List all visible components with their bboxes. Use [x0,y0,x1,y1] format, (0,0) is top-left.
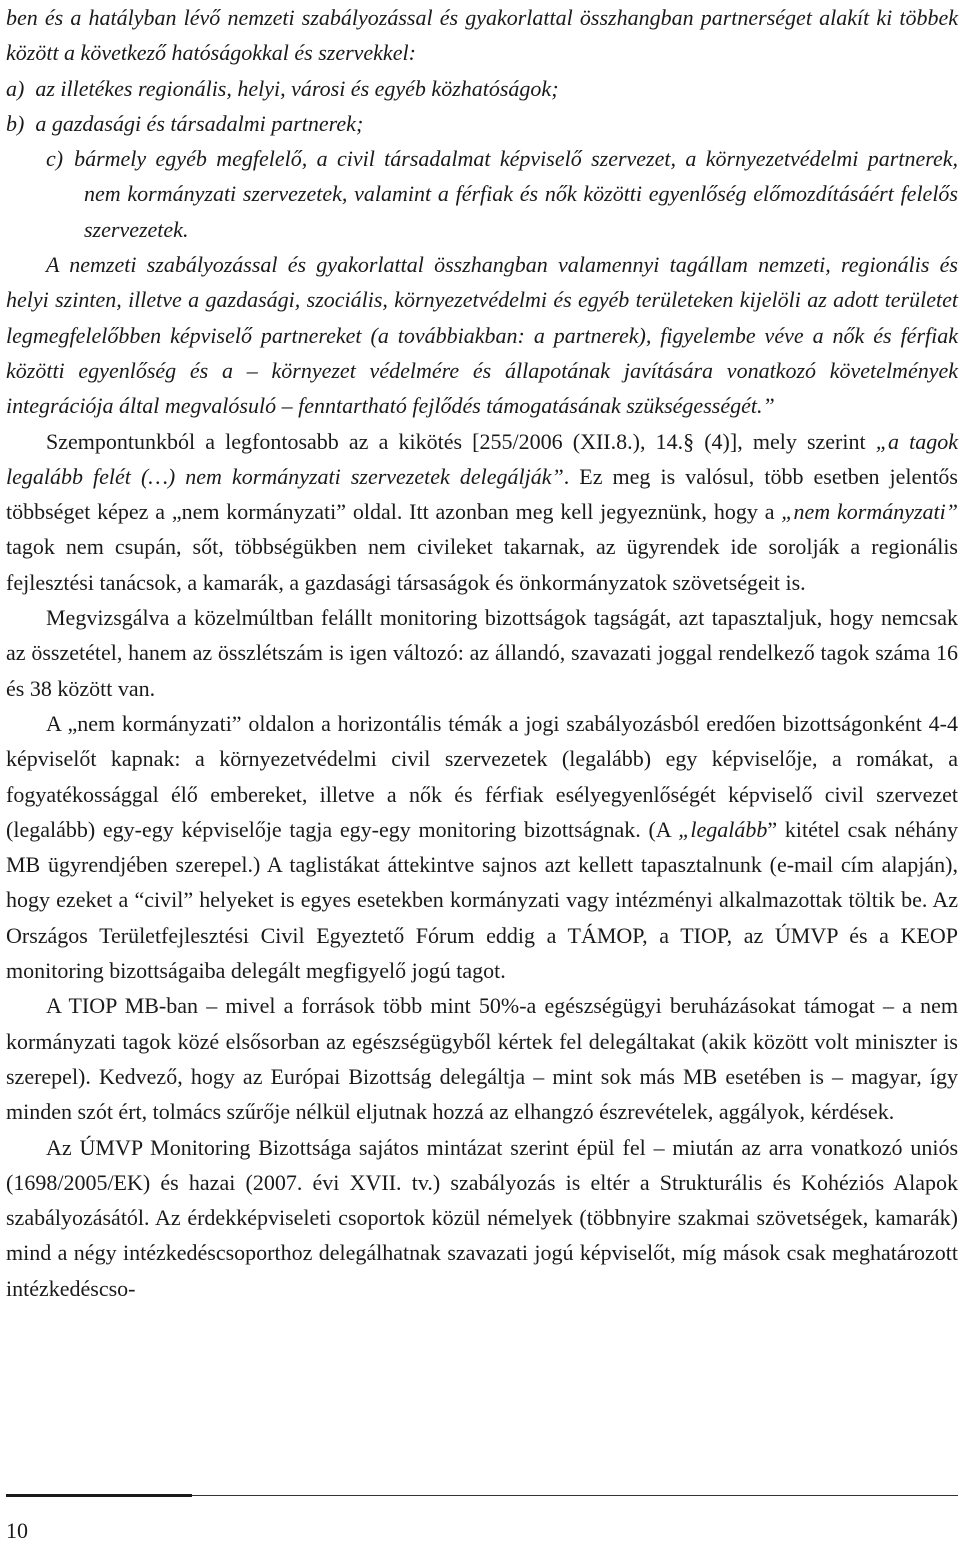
p1-text-start: Szempontunkból a legfontosabb az a kikötés [255/2006 (XII.8.), 14.§ (4)], mely szerint [46,428,876,454]
intro-paragraph: ben és a hatályban lévő nemzeti szabályozással és gyakorlattal összhangban partnerséget alakít ki többek között a következő hatóságokkal és szervekkel: [6,5,958,66]
p3-text-start: A „nem kormányzati” oldalon a horizontális témák a jogi szabályozásból eredően bizottságonként 4-4 képviselőt kapnak: a környezetvédelmi civil szervezetek (legalább) egy képviselője, a romákat, a fogyatékossággal élő embereket, illetve a nők és férfiak esélyegyenlőségét képviselő civil szervezet (legalább) egy-egy képviselője tagja egy-egy monitoring bizottságnak. (A [6,710,958,842]
p3-text-end: ” kitétel csak néhány MB ügyrendjében szerepel.) A taglistákat áttekintve sajnos azt kellett tapasztalnunk (e-mail cím alapján), hogy ezeket a “civil” helyeket is egyes esetekben kormányzati vagy intézményi alkalmazottak töltik be. Az Országos Területfejlesztési Civil Egyeztető Fórum eddig a TÁMOP, a TIOP, az ÚMVP és a KEOP monitoring bizottságaiba delegált megfigyelő jogú tagot. [6,816,958,984]
p1-quote-italic-2: „nem kormányzati” [781,499,959,525]
list-item-c: c) bármely egyéb megfelelő, a civil társadalmat képviselő szervezet, a környezetvédelmi partnerek, nem kormányzati szervezetek, valamint a férfiak és nők közötti egyenlőség előmozdításáért felelős szervezetek. [46,146,958,242]
p1-quote-italic: „a tagok legalább felét (…) nem kormányzati szervezetek delegálják” [6,428,958,489]
body-text [6,0,958,1306]
paragraph-1 [6,424,958,600]
p1-text-middle: . Ez meg is valósul, több esetben jelentős többséget képez a „nem kormányzati” oldal. Itt azonban meg kell jegyeznünk, hogy a [6,463,958,525]
paragraph-5: Az ÚMVP Monitoring Bizottsága sajátos mintázat szerint épül fel – miután az arra vonatkozó uniós (1698/2005/EK) és hazai (2007. évi XVII. tv.) szabályozás is eltér a Strukturális és Kohéziós Alapok szabályozásától. Az érdekképviseleti csoportok közül némelyek (többnyire szakmai szövetségek, kamarák) mind a négy intézkedéscsoporthoz delegálhatnak szavazati jogú képviselőt, míg mások csak meghatározott intézkedéscso- [6,1134,958,1301]
document-page [6,0,958,1306]
paragraph-3 [6,706,958,988]
page-number: 10 [6,1518,28,1543]
list-item-a: a) az illetékes regionális, helyi, városi és egyéb közhatóságok; [6,75,559,101]
paragraph-2: Megvizsgálva a közelmúltban felállt monitoring bizottságok tagságát, azt tapasztaljuk, hogy nemcsak az összetétel, hanem az összlétszám is igen változó: az állandó, szavazati joggal rendelkező tagok száma 16 és 38 között van. [6,605,958,701]
p3-italic-word: „legalább [678,816,768,842]
list-item-b: b) a gazdasági és társadalmi partnerek; [6,110,364,136]
p1-text-end: tagok nem csupán, sőt, többségükben nem civileket takarnak, az ügyrendek ide sorolják a regionális fejlesztési tanácsok, a kamarák, a gazdasági társaságok és önkormányzatok szövetségeit is. [6,534,958,595]
paragraph-4: A TIOP MB-ban – mivel a források több mint 50%-a egészségügyi beruházásokat támogat – a nem kormányzati tagok közé elsősorban az egészségügyből kértek fel delegáltakat (akik között volt miniszter is szerepel). Kedvező, hogy az Európai Bizottság delegáltja – mint sok más MB esetében is – magyar, így minden szót ért, tolmács szűrője nélkül eljutnak hozzá az elhangzó észrevételek, aggályok, kérdések. [6,993,958,1125]
footer-divider-accent [6,1494,192,1497]
quote-paragraph: A nemzeti szabályozással és gyakorlattal összhangban valamennyi tagállam nemzeti, regionális és helyi szinten, illetve a gazdasági, szociális, környezetvédelmi és egyéb területeken kijelöli az adott területet legmegfelelőbben képviselő partnereket (a továbbiakban: a partnerek), figyelembe véve a nők és férfiak közötti egyenlőség és a – környezet védelmére és állapotának javítására vonatkozó követelmények integrációja által megvalósuló – fenntartható fejlődés támogatásának szükségességét.” [6,252,958,419]
